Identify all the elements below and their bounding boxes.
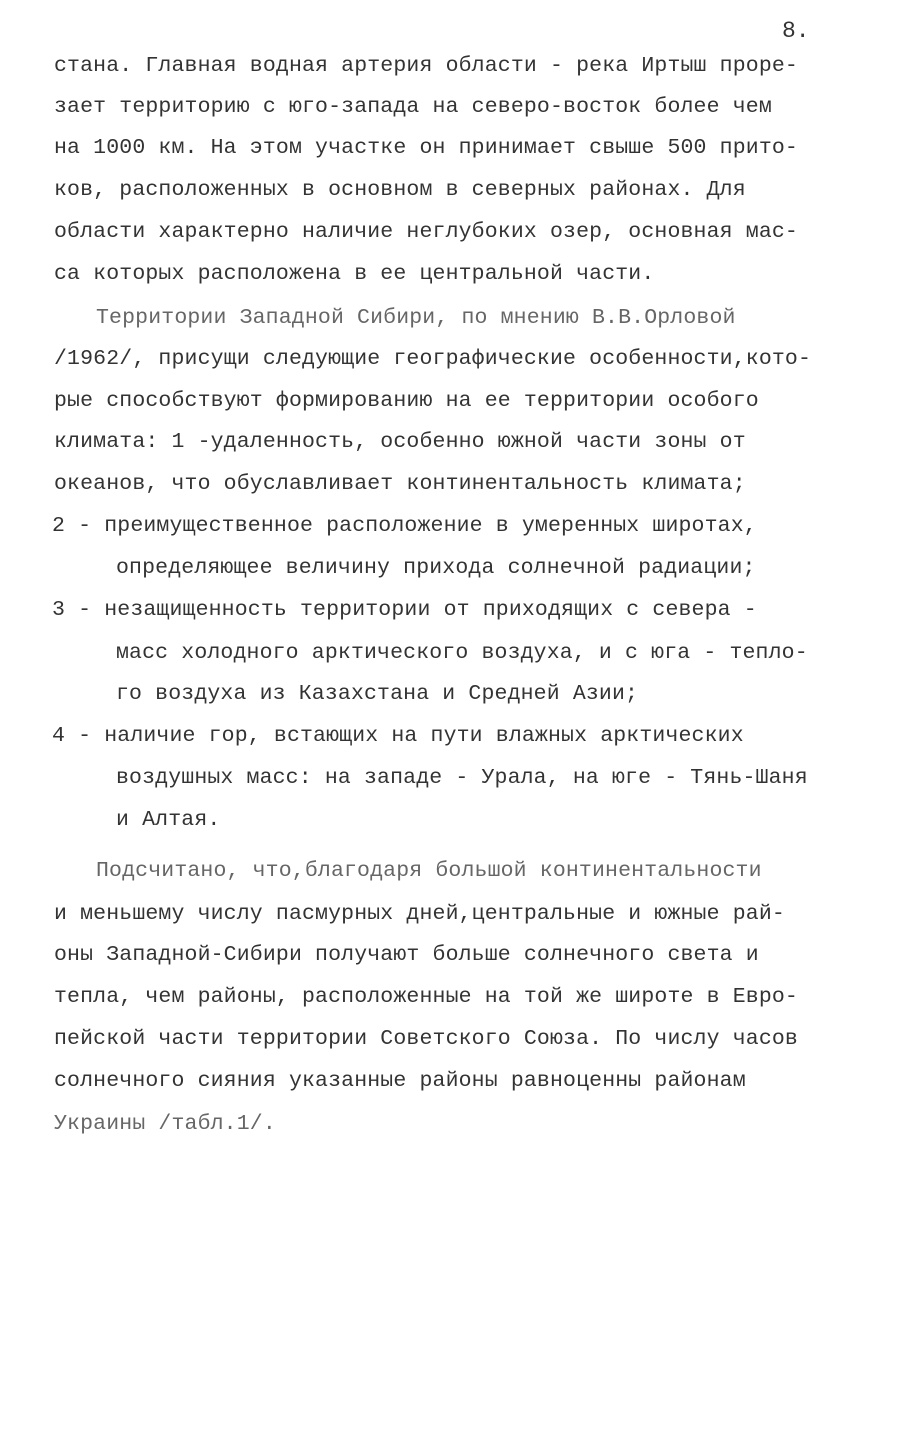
text-line: оны Западной-Сибири получают больше солнечного света и bbox=[54, 943, 759, 967]
text-line: зает территорию с юго-запада на северо-восток более чем bbox=[54, 95, 772, 119]
page-number: 8. bbox=[782, 18, 810, 44]
text-line: на 1000 км. На этом участке он принимает свыше 500 прито- bbox=[54, 136, 798, 160]
text-line: и меньшему числу пасмурных дней,центральные и южные рай- bbox=[54, 902, 785, 926]
list-item: 4 - наличие гор, встающих на пути влажных арктических bbox=[52, 724, 744, 748]
list-item-continuation: масс холодного арктического воздуха, и с юга - тепло- bbox=[116, 641, 808, 665]
list-item-continuation: го воздуха из Казахстана и Средней Азии; bbox=[116, 682, 639, 706]
text-line: Подсчитано, что,благодаря большой континентальности bbox=[96, 859, 762, 883]
text-line: пейской части территории Советского Союза. По числу часов bbox=[54, 1027, 798, 1051]
list-item-continuation: определяющее величину прихода солнечной радиации; bbox=[116, 556, 756, 580]
text-line: Украины /табл.1/. bbox=[54, 1112, 276, 1136]
text-line: тепла, чем районы, расположенные на той же широте в Евро- bbox=[54, 985, 798, 1009]
text-line: са которых расположена в ее центральной части. bbox=[54, 262, 655, 286]
text-line: рые способствуют формированию на ее территории особого bbox=[54, 389, 759, 413]
list-item: 2 - преимущественное расположение в умеренных широтах, bbox=[52, 514, 757, 538]
text-line: области характерно наличие неглубоких озер, основная мас- bbox=[54, 220, 798, 244]
text-line: климата: 1 -удаленность, особенно южной части зоны от bbox=[54, 430, 746, 454]
text-line: /1962/, присущи следующие географические особенности,кото- bbox=[54, 347, 812, 371]
text-line: стана. Главная водная артерия области - река Иртыш проре- bbox=[54, 54, 798, 78]
list-item: 3 - незащищенность территории от приходящих с севера - bbox=[52, 598, 757, 622]
text-line: Территории Западной Сибири, по мнению В.В.Орловой bbox=[96, 306, 736, 330]
text-line: солнечного сияния указанные районы равноценны районам bbox=[54, 1069, 746, 1093]
list-item-continuation: воздушных масс: на западе - Урала, на юге - Тянь-Шаня bbox=[116, 766, 808, 790]
list-item-continuation: и Алтая. bbox=[116, 808, 221, 832]
text-line: ков, расположенных в основном в северных районах. Для bbox=[54, 178, 746, 202]
text-line: океанов, что обуславливает континентальность климата; bbox=[54, 472, 746, 496]
